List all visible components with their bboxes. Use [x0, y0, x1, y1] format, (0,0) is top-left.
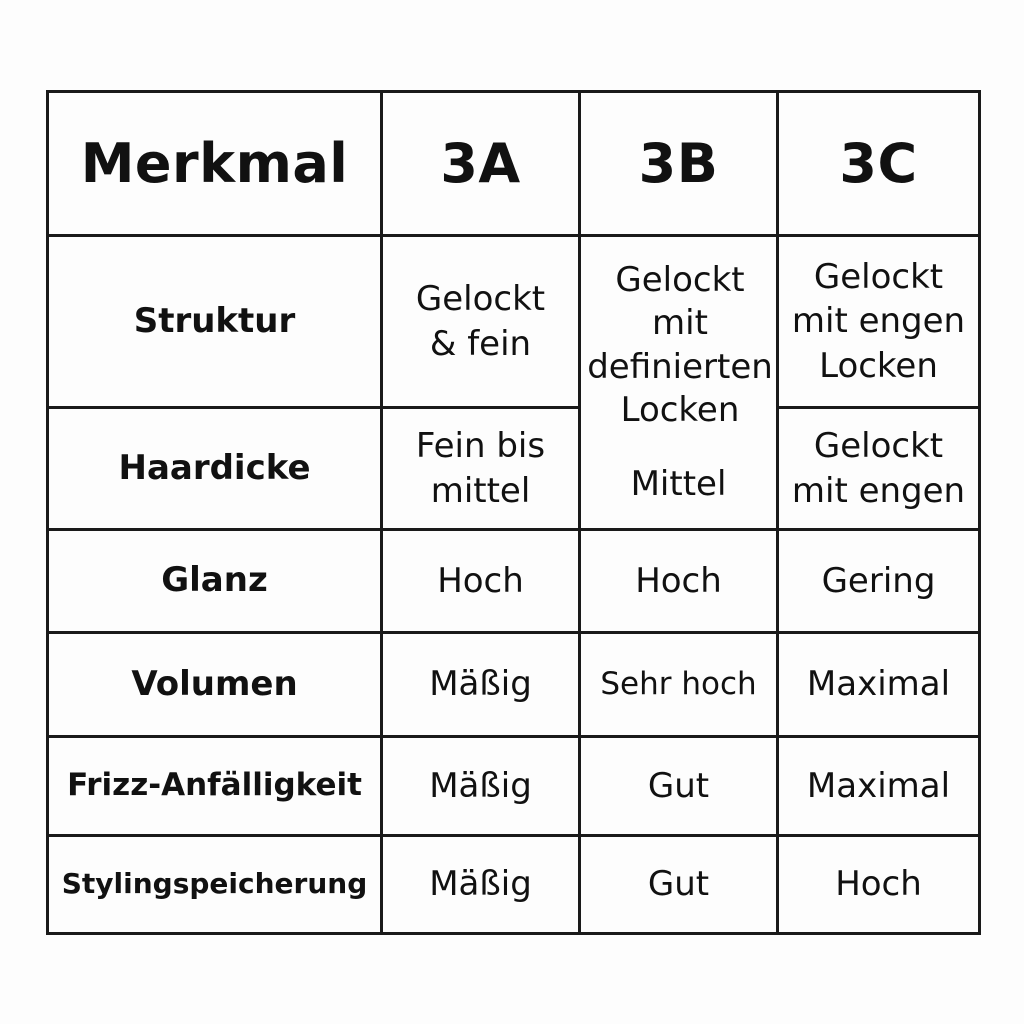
header-type-3a: 3A: [382, 92, 580, 236]
hair-type-comparison-table: [46, 90, 981, 935]
cell-haardicke-3a: [382, 408, 580, 530]
cell-frizz-3a: Mäßig: [382, 737, 580, 836]
cell-glanz-3c: Gering: [778, 530, 980, 633]
header-type-3c: 3C: [778, 92, 980, 236]
table-row-volumen: [48, 633, 980, 737]
header-type-3b: 3B: [580, 92, 778, 236]
cell-struktur-3c: [778, 236, 980, 408]
cell-text-struktur-3b: Gelockt mit definierten Locken: [587, 259, 773, 431]
row-label-struktur: Struktur: [48, 236, 382, 408]
cell-text: Gelockt & fein: [415, 279, 546, 364]
table-header-row: [48, 92, 980, 236]
row-label-glanz: Glanz: [48, 530, 382, 633]
cell-text-haardicke-3b: Mittel: [630, 463, 727, 504]
cell-frizz-3c: Maximal: [778, 737, 980, 836]
cell-gap: [585, 433, 772, 463]
cell-volumen-3b: Sehr hoch: [580, 633, 778, 737]
cell-volumen-3c: Maximal: [778, 633, 980, 737]
table-row-struktur: [48, 236, 980, 408]
row-label-haardicke: Haardicke: [48, 408, 382, 530]
cell-styling-3b: Gut: [580, 836, 778, 934]
cell-struktur-haardicke-3b: [580, 236, 778, 530]
table-row-haardicke: [48, 408, 980, 530]
table-row-frizz: [48, 737, 980, 836]
header-feature: Merkmal: [48, 92, 382, 236]
table-row-styling: [48, 836, 980, 934]
row-label-frizz: Frizz-Anfälligkeit: [48, 737, 382, 836]
cell-styling-3c: Hoch: [778, 836, 980, 934]
cell-glanz-3b: Hoch: [580, 530, 778, 633]
table-row-glanz: [48, 530, 980, 633]
cell-frizz-3b: Gut: [580, 737, 778, 836]
cell-haardicke-3c: [778, 408, 980, 530]
cell-volumen-3a: Mäßig: [382, 633, 580, 737]
cell-styling-3a: Mäßig: [382, 836, 580, 934]
cell-glanz-3a: Hoch: [382, 530, 580, 633]
row-label-volumen: Volumen: [48, 633, 382, 737]
cell-struktur-3a: [382, 236, 580, 408]
cell-text: Fein bis mittel: [415, 426, 546, 511]
cell-text: Gelockt mit engen Locken: [791, 257, 966, 386]
row-label-styling: Stylingspeicherung: [48, 836, 382, 934]
cell-text: Gelockt mit engen: [791, 426, 966, 511]
